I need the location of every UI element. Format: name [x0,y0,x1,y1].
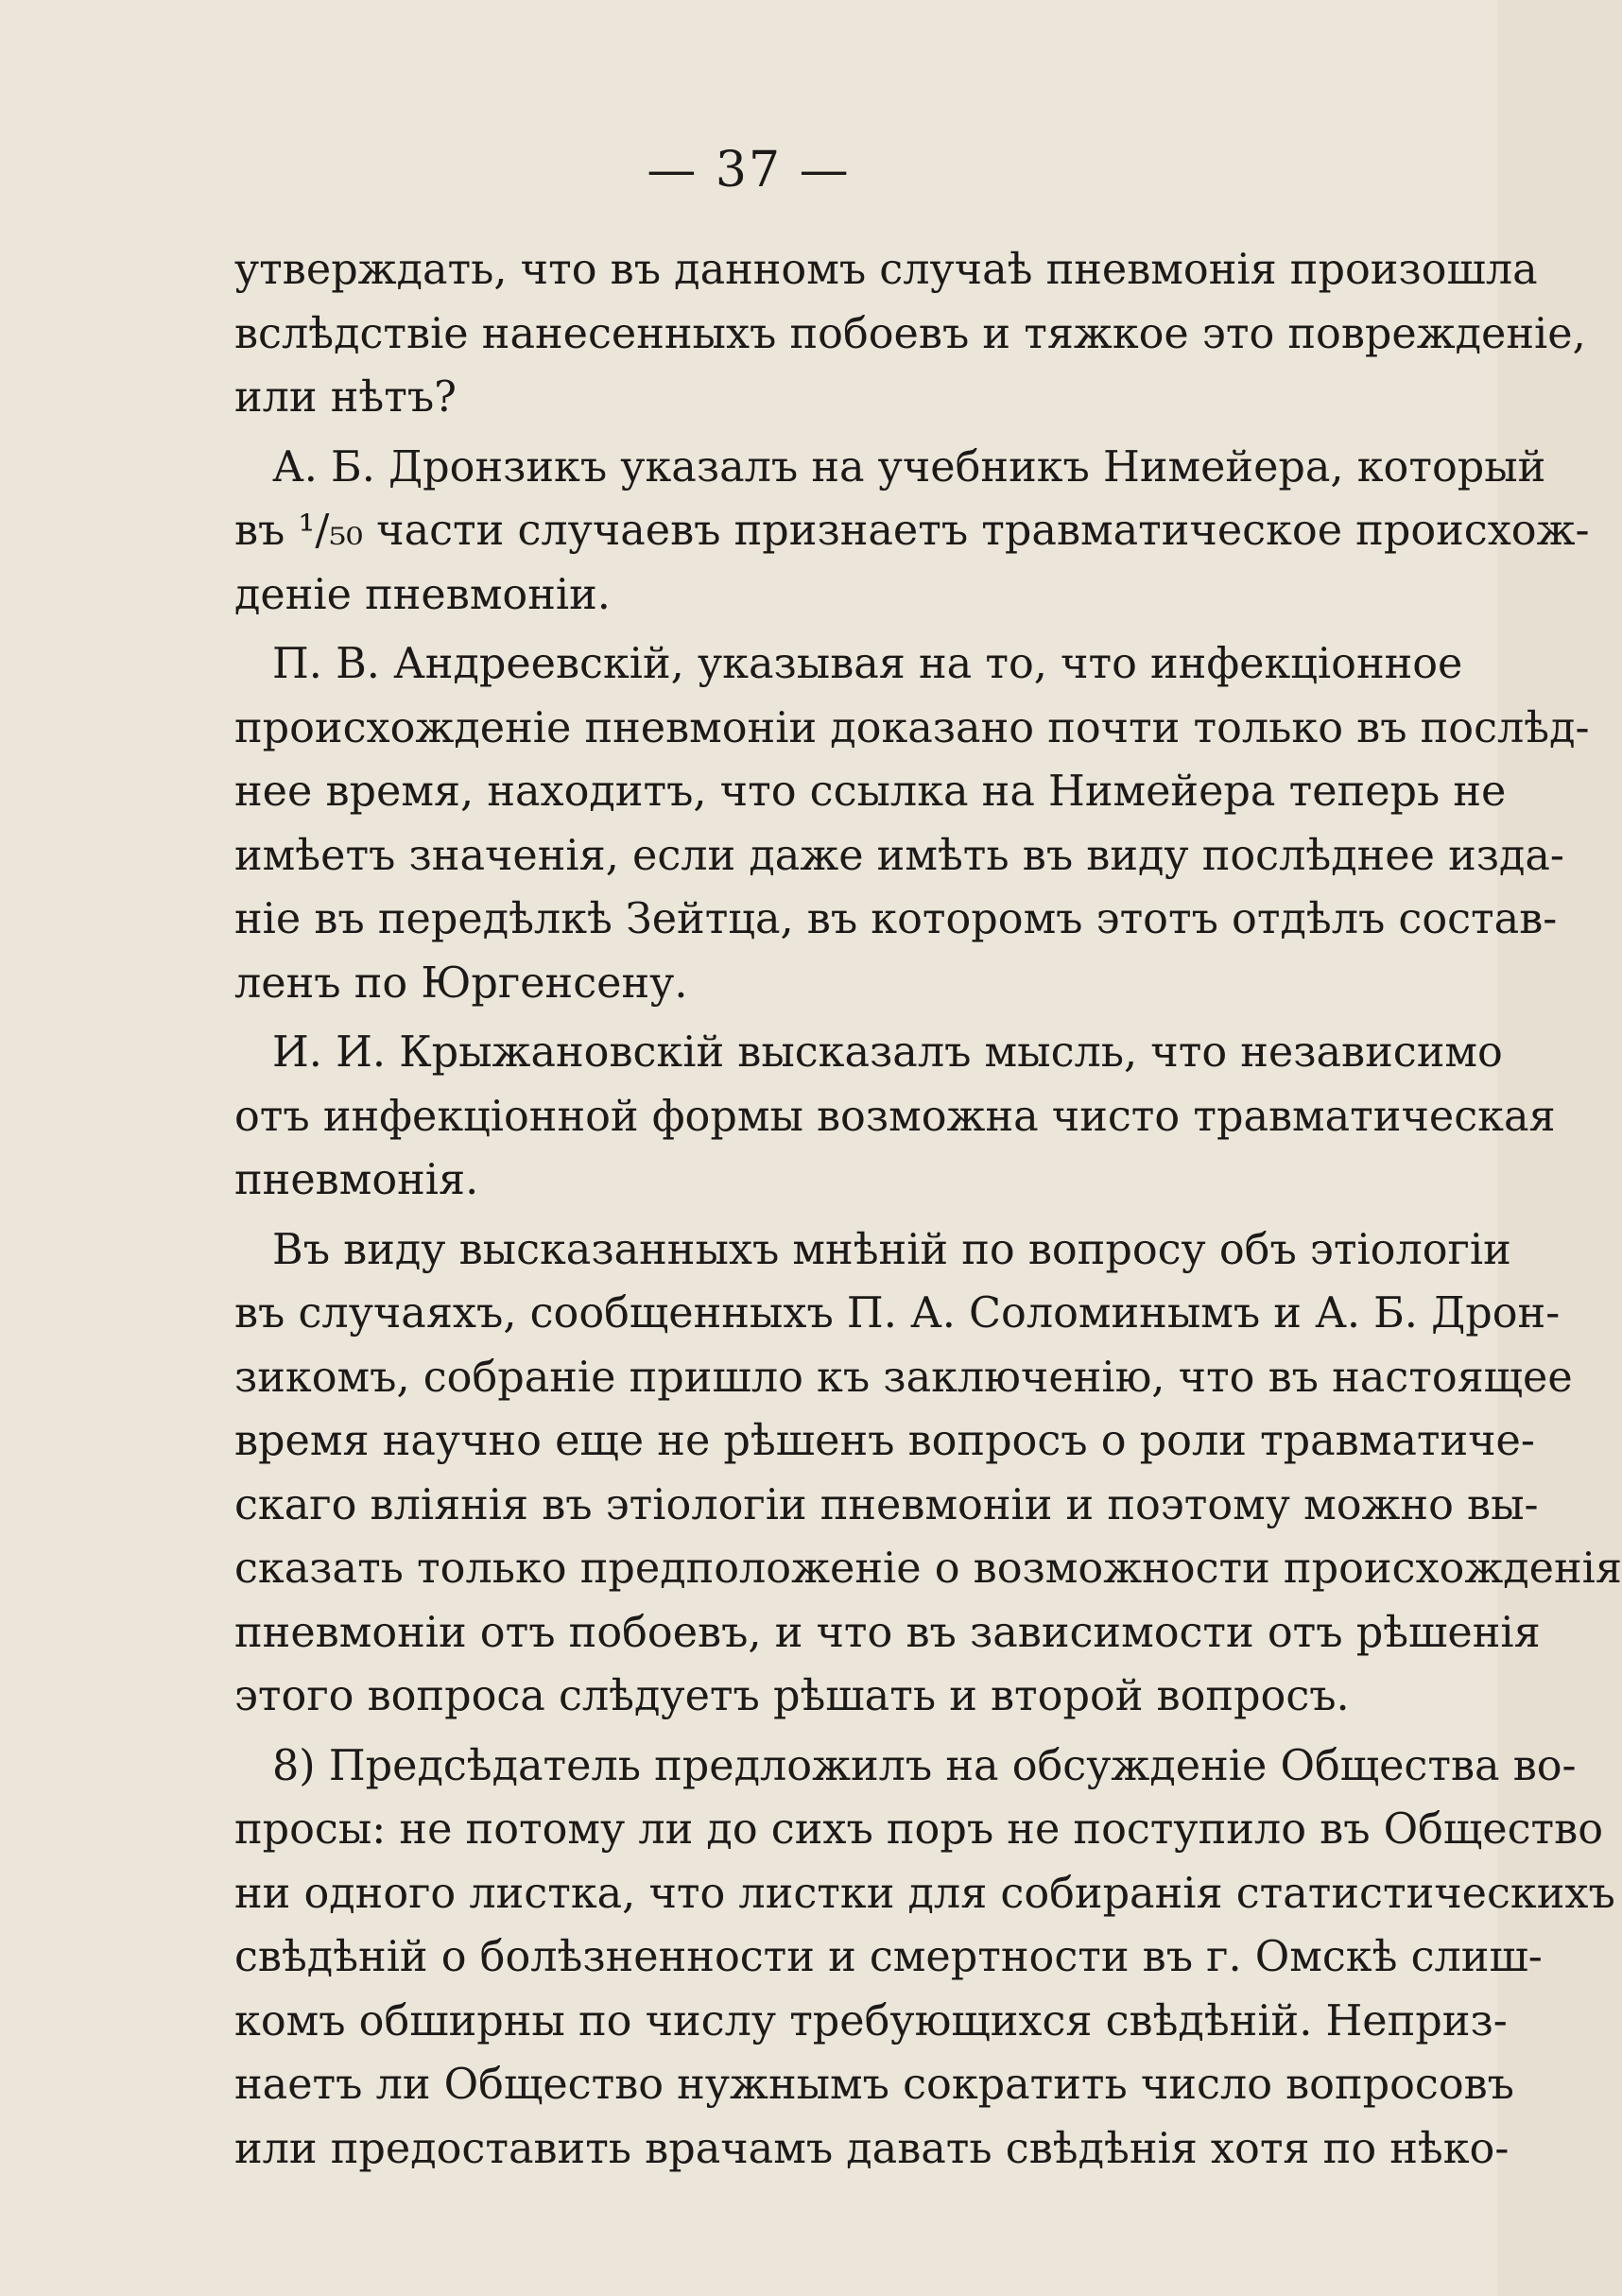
text-line: имѣетъ значенія, если даже имѣть въ виду послѣднее изда- [234,831,1564,880]
paragraph-2 [234,436,1590,628]
text-line: ленъ по Юргенсену. [234,958,688,1008]
text-line: ни одного листка, что листки для собиранія статистическихъ [234,1869,1615,1918]
text-line: свѣдѣній о болѣзненности и смертности въ г. Омскѣ слиш- [234,1933,1543,1981]
text-line: зикомъ, собраніе пришло къ заключенію, что въ настоящее [234,1353,1573,1402]
text-line: скаго вліянія въ этіологіи пневмоніи и поэтому можно вы- [234,1480,1539,1529]
text-line: происхожденіе пневмоніи доказано почти только въ послѣд- [234,703,1590,752]
text-line: въ случаяхъ, сообщенныхъ П. А. Соломинымъ и А. Б. Дрон- [234,1289,1561,1338]
text-line: или нѣтъ? [234,373,457,422]
paragraph-1 [234,238,1586,430]
body-text [234,238,1622,2181]
text-line: этого вопроса слѣдуетъ рѣшать и второй вопросъ. [234,1672,1350,1720]
text-line: время научно еще не рѣшенъ вопросъ о роли травматиче- [234,1417,1535,1465]
page-number: — 37 — [647,142,851,199]
text-line: въ ¹/₅₀ части случаевъ признаетъ травматическое происхож- [234,507,1590,555]
text-line: пневмонія. [234,1156,479,1204]
text-line: утверждать, что въ данномъ случаѣ пневмонія произошла [234,246,1538,294]
paragraph-5 [234,1218,1622,1729]
text-line: отъ инфекціонной формы возможна чисто травматическая [234,1092,1556,1141]
text-line: П. В. Андреевскій, указывая на то, что инфекціонное [272,640,1463,688]
text-line: пневмоніи отъ побоевъ, и что въ зависимости отъ рѣшенія [234,1608,1541,1657]
text-line: И. И. Крыжановскій высказалъ мысль, что независимо [272,1028,1503,1077]
text-line: Въ виду высказанныхъ мнѣній по вопросу объ этіологіи [272,1225,1511,1274]
paragraph-4 [234,1021,1556,1213]
text-line: нее время, находитъ, что ссылка на Нимейера теперь не [234,768,1507,816]
text-line: или предоставить врачамъ давать свѣдѣнія хотя по нѣко- [234,2124,1510,2173]
paragraph-6 [234,1735,1615,2182]
text-line: сказать только предположеніе о возможности происхожденія [234,1545,1622,1593]
text-line: просы: не потому ли до сихъ поръ не поступило въ Общество [234,1805,1604,1854]
text-line: вслѣдствіе нанесенныхъ побоевъ и тяжкое это поврежденіе, [234,309,1586,358]
text-line: комъ обширны по числу требующихся свѣдѣній. Неприз- [234,1996,1508,2046]
text-line: деніе пневмоніи. [234,570,611,619]
text-line: ніе въ передѣлкѣ Зейтца, въ которомъ этотъ отдѣлъ состав- [234,895,1558,943]
text-line: 8) Предсѣдатель предложилъ на обсужденіе Общества во- [272,1741,1577,1790]
text-line: А. Б. Дронзикъ указалъ на учебникъ Нимейера, который [272,442,1546,492]
paragraph-3 [234,632,1590,1015]
text-line: наетъ ли Общество нужнымъ сократить число вопросовъ [234,2061,1514,2109]
